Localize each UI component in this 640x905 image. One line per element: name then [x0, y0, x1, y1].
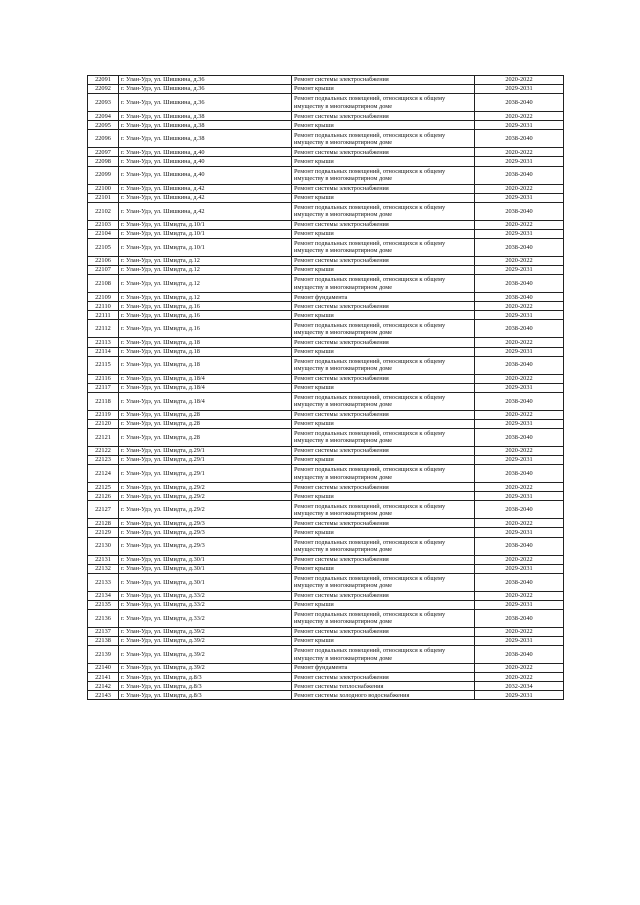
table-row	[88, 691, 564, 700]
table-row	[88, 112, 564, 121]
row-work-type-cell: Ремонт крыши	[292, 347, 475, 356]
table-row	[88, 591, 564, 600]
row-period-cell: 2020-2022	[475, 112, 564, 121]
row-work-type-cell: Ремонт подвальных помещений, относящихся к общему имуществу в многоквартирном доме	[292, 94, 475, 112]
table-row	[88, 465, 564, 483]
row-address-cell: г. Улан-Удэ, ул. Шмидта, д.10/1	[119, 238, 292, 256]
row-work-type-cell: Ремонт подвальных помещений, относящихся к общему имуществу в многоквартирном доме	[292, 166, 475, 184]
table-row	[88, 682, 564, 691]
row-address-cell: г. Улан-Удэ, ул. Шмидта, д.29/3	[119, 537, 292, 555]
table-row	[88, 646, 564, 664]
table-row	[88, 148, 564, 157]
row-address-cell: г. Улан-Удэ, ул. Шмидта, д.16	[119, 320, 292, 338]
row-work-type-cell: Ремонт крыши	[292, 492, 475, 501]
row-address-cell: г. Улан-Удэ, ул. Шмидта, д.29/2	[119, 483, 292, 492]
row-work-type-cell: Ремонт крыши	[292, 637, 475, 646]
row-work-type-cell: Ремонт подвальных помещений, относящихся к общему имуществу в многоквартирном доме	[292, 428, 475, 446]
row-address-cell: г. Улан-Удэ, ул. Шмидта, д.39/2	[119, 646, 292, 664]
row-id-cell: 22125	[88, 483, 119, 492]
row-period-cell: 2038-2040	[475, 238, 564, 256]
row-work-type-cell: Ремонт крыши	[292, 528, 475, 537]
row-work-type-cell: Ремонт подвальных помещений, относящихся к общему имуществу в многоквартирном доме	[292, 392, 475, 410]
row-work-type-cell: Ремонт подвальных помещений, относящихся к общему имуществу в многоквартирном доме	[292, 356, 475, 374]
row-address-cell: г. Улан-Удэ, ул. Шишкина, д.40	[119, 157, 292, 166]
row-work-type-cell: Ремонт крыши	[292, 85, 475, 94]
row-id-cell: 22095	[88, 121, 119, 130]
row-work-type-cell: Ремонт системы электроснабжения	[292, 302, 475, 311]
table-row	[88, 266, 564, 275]
row-work-type-cell: Ремонт системы электроснабжения	[292, 338, 475, 347]
table-row	[88, 456, 564, 465]
row-period-cell: 2038-2040	[475, 646, 564, 664]
row-id-cell: 22132	[88, 564, 119, 573]
row-work-type-cell: Ремонт системы электроснабжения	[292, 184, 475, 193]
row-work-type-cell: Ремонт системы электроснабжения	[292, 256, 475, 265]
row-address-cell: г. Улан-Удэ, ул. Шмидта, д.29/2	[119, 492, 292, 501]
table-row	[88, 94, 564, 112]
row-id-cell: 22108	[88, 275, 119, 293]
row-work-type-cell: Ремонт подвальных помещений, относящихся к общему имуществу в многоквартирном доме	[292, 537, 475, 555]
row-id-cell: 22091	[88, 76, 119, 85]
row-id-cell: 22142	[88, 682, 119, 691]
row-id-cell: 22143	[88, 691, 119, 700]
table-row	[88, 627, 564, 636]
table-row	[88, 356, 564, 374]
table-row	[88, 564, 564, 573]
row-work-type-cell: Ремонт крыши	[292, 456, 475, 465]
row-work-type-cell: Ремонт системы электроснабжения	[292, 148, 475, 157]
table-row	[88, 446, 564, 455]
row-period-cell: 2020-2022	[475, 374, 564, 383]
row-address-cell: г. Улан-Удэ, ул. Шмидта, д.18	[119, 347, 292, 356]
row-address-cell: г. Улан-Удэ, ул. Шишкина, д.42	[119, 184, 292, 193]
table-row	[88, 555, 564, 564]
table-row	[88, 573, 564, 591]
row-address-cell: г. Улан-Удэ, ул. Шмидта, д.30/1	[119, 555, 292, 564]
row-period-cell: 2029-2031	[475, 492, 564, 501]
table-row	[88, 184, 564, 193]
table-row	[88, 157, 564, 166]
row-address-cell: г. Улан-Удэ, ул. Шмидта, д.16	[119, 302, 292, 311]
row-period-cell: 2020-2022	[475, 673, 564, 682]
row-period-cell: 2029-2031	[475, 229, 564, 238]
row-address-cell: г. Улан-Удэ, ул. Шмидта, д.18	[119, 356, 292, 374]
row-address-cell: г. Улан-Удэ, ул. Шмидта, д.16	[119, 311, 292, 320]
table-row	[88, 492, 564, 501]
row-address-cell: г. Улан-Удэ, ул. Шмидта, д.28	[119, 410, 292, 419]
row-address-cell: г. Улан-Удэ, ул. Шмидта, д.33/2	[119, 591, 292, 600]
row-work-type-cell: Ремонт системы электроснабжения	[292, 519, 475, 528]
row-id-cell: 22092	[88, 85, 119, 94]
row-address-cell: г. Улан-Удэ, ул. Шмидта, д.18/4	[119, 383, 292, 392]
table-row	[88, 637, 564, 646]
row-address-cell: г. Улан-Удэ, ул. Шмидта, д.33/2	[119, 600, 292, 609]
row-work-type-cell: Ремонт крыши	[292, 193, 475, 202]
row-work-type-cell: Ремонт системы электроснабжения	[292, 673, 475, 682]
row-id-cell: 22128	[88, 519, 119, 528]
table-row	[88, 293, 564, 302]
row-work-type-cell: Ремонт подвальных помещений, относящихся к общему имуществу в многоквартирном доме	[292, 320, 475, 338]
table-row	[88, 483, 564, 492]
row-period-cell: 2038-2040	[475, 501, 564, 519]
row-period-cell: 2020-2022	[475, 483, 564, 492]
row-period-cell: 2032-2034	[475, 682, 564, 691]
row-period-cell: 2029-2031	[475, 383, 564, 392]
row-period-cell: 2038-2040	[475, 166, 564, 184]
table-row	[88, 501, 564, 519]
row-work-type-cell: Ремонт подвальных помещений, относящихся к общему имуществу в многоквартирном доме	[292, 202, 475, 220]
row-id-cell: 22117	[88, 383, 119, 392]
row-work-type-cell: Ремонт подвальных помещений, относящихся к общему имуществу в многоквартирном доме	[292, 573, 475, 591]
row-id-cell: 22130	[88, 537, 119, 555]
row-period-cell: 2038-2040	[475, 130, 564, 148]
row-address-cell: г. Улан-Удэ, ул. Шмидта, д.39/2	[119, 637, 292, 646]
table-row	[88, 220, 564, 229]
row-address-cell: г. Улан-Удэ, ул. Шишкина, д.40	[119, 148, 292, 157]
row-address-cell: г. Улан-Удэ, ул. Шмидта, д.18/4	[119, 374, 292, 383]
row-id-cell: 22131	[88, 555, 119, 564]
row-id-cell: 22139	[88, 646, 119, 664]
row-id-cell: 22141	[88, 673, 119, 682]
table-row	[88, 664, 564, 673]
table-row	[88, 528, 564, 537]
table-row	[88, 419, 564, 428]
table-row	[88, 673, 564, 682]
row-address-cell: г. Улан-Удэ, ул. Шмидта, д.29/3	[119, 528, 292, 537]
row-period-cell: 2038-2040	[475, 275, 564, 293]
row-id-cell: 22105	[88, 238, 119, 256]
table-row	[88, 347, 564, 356]
table-body	[88, 76, 564, 700]
row-work-type-cell: Ремонт фундамента	[292, 664, 475, 673]
row-period-cell: 2020-2022	[475, 555, 564, 564]
row-period-cell: 2020-2022	[475, 220, 564, 229]
row-address-cell: г. Улан-Удэ, ул. Шмидта, д.30/1	[119, 573, 292, 591]
row-id-cell: 22099	[88, 166, 119, 184]
row-id-cell: 22102	[88, 202, 119, 220]
row-address-cell: г. Улан-Удэ, ул. Шмидта, д.18	[119, 338, 292, 347]
row-period-cell: 2020-2022	[475, 591, 564, 600]
row-period-cell: 2020-2022	[475, 446, 564, 455]
row-address-cell: г. Улан-Удэ, ул. Шишкина, д.42	[119, 193, 292, 202]
table-row	[88, 275, 564, 293]
row-period-cell: 2029-2031	[475, 691, 564, 700]
row-id-cell: 22096	[88, 130, 119, 148]
row-address-cell: г. Улан-Удэ, ул. Шмидта, д.29/1	[119, 456, 292, 465]
table-row	[88, 428, 564, 446]
row-work-type-cell: Ремонт системы электроснабжения	[292, 483, 475, 492]
row-work-type-cell: Ремонт крыши	[292, 157, 475, 166]
row-address-cell: г. Улан-Удэ, ул. Шмидта, д.29/1	[119, 446, 292, 455]
row-id-cell: 22100	[88, 184, 119, 193]
row-address-cell: г. Улан-Удэ, ул. Шишкина, д.42	[119, 202, 292, 220]
row-period-cell: 2029-2031	[475, 266, 564, 275]
row-address-cell: г. Улан-Удэ, ул. Шишкина, д.36	[119, 85, 292, 94]
row-period-cell: 2020-2022	[475, 338, 564, 347]
row-id-cell: 22120	[88, 419, 119, 428]
row-work-type-cell: Ремонт фундамента	[292, 293, 475, 302]
row-address-cell: г. Улан-Удэ, ул. Шмидта, д.39/2	[119, 664, 292, 673]
row-period-cell: 2029-2031	[475, 600, 564, 609]
row-address-cell: г. Улан-Удэ, ул. Шишкина, д.36	[119, 76, 292, 85]
row-id-cell: 22116	[88, 374, 119, 383]
table-row	[88, 202, 564, 220]
row-id-cell: 22135	[88, 600, 119, 609]
row-period-cell: 2020-2022	[475, 184, 564, 193]
row-work-type-cell: Ремонт подвальных помещений, относящихся к общему имуществу в многоквартирном доме	[292, 238, 475, 256]
row-period-cell: 2020-2022	[475, 256, 564, 265]
row-id-cell: 22126	[88, 492, 119, 501]
row-period-cell: 2029-2031	[475, 637, 564, 646]
row-id-cell: 22136	[88, 609, 119, 627]
row-work-type-cell: Ремонт подвальных помещений, относящихся к общему имуществу в многоквартирном доме	[292, 609, 475, 627]
row-id-cell: 22103	[88, 220, 119, 229]
row-period-cell: 2029-2031	[475, 121, 564, 130]
table-row	[88, 338, 564, 347]
row-id-cell: 22138	[88, 637, 119, 646]
table-row	[88, 302, 564, 311]
row-work-type-cell: Ремонт подвальных помещений, относящихся к общему имуществу в многоквартирном доме	[292, 501, 475, 519]
row-address-cell: г. Улан-Удэ, ул. Шмидта, д.33/2	[119, 609, 292, 627]
row-address-cell: г. Улан-Удэ, ул. Шмидта, д.8/3	[119, 682, 292, 691]
row-id-cell: 22140	[88, 664, 119, 673]
row-period-cell: 2029-2031	[475, 157, 564, 166]
row-work-type-cell: Ремонт системы электроснабжения	[292, 627, 475, 636]
table-row	[88, 166, 564, 184]
row-address-cell: г. Улан-Удэ, ул. Шмидта, д.18/4	[119, 392, 292, 410]
row-id-cell: 22112	[88, 320, 119, 338]
row-address-cell: г. Улан-Удэ, ул. Шишкина, д.38	[119, 130, 292, 148]
row-work-type-cell: Ремонт системы электроснабжения	[292, 591, 475, 600]
row-id-cell: 22127	[88, 501, 119, 519]
row-id-cell: 22119	[88, 410, 119, 419]
row-period-cell: 2038-2040	[475, 94, 564, 112]
row-id-cell: 22124	[88, 465, 119, 483]
table-row	[88, 519, 564, 528]
row-period-cell: 2020-2022	[475, 302, 564, 311]
table-row	[88, 410, 564, 419]
row-id-cell: 22121	[88, 428, 119, 446]
table-row	[88, 76, 564, 85]
table-row	[88, 320, 564, 338]
row-work-type-cell: Ремонт крыши	[292, 229, 475, 238]
row-period-cell: 2029-2031	[475, 193, 564, 202]
row-id-cell: 22101	[88, 193, 119, 202]
row-address-cell: г. Улан-Удэ, ул. Шмидта, д.39/2	[119, 627, 292, 636]
row-work-type-cell: Ремонт крыши	[292, 600, 475, 609]
table-row	[88, 374, 564, 383]
row-work-type-cell: Ремонт системы электроснабжения	[292, 220, 475, 229]
table-row	[88, 238, 564, 256]
row-period-cell: 2038-2040	[475, 202, 564, 220]
row-id-cell: 22137	[88, 627, 119, 636]
row-period-cell: 2029-2031	[475, 456, 564, 465]
row-id-cell: 22107	[88, 266, 119, 275]
row-address-cell: г. Улан-Удэ, ул. Шмидта, д.10/1	[119, 220, 292, 229]
table-row	[88, 121, 564, 130]
row-work-type-cell: Ремонт крыши	[292, 419, 475, 428]
row-work-type-cell: Ремонт системы электроснабжения	[292, 112, 475, 121]
row-id-cell: 22098	[88, 157, 119, 166]
row-address-cell: г. Улан-Удэ, ул. Шмидта, д.30/1	[119, 564, 292, 573]
row-work-type-cell: Ремонт крыши	[292, 564, 475, 573]
row-work-type-cell: Ремонт системы теплоснабжения	[292, 682, 475, 691]
row-period-cell: 2020-2022	[475, 410, 564, 419]
row-period-cell: 2029-2031	[475, 85, 564, 94]
row-work-type-cell: Ремонт крыши	[292, 383, 475, 392]
row-work-type-cell: Ремонт системы электроснабжения	[292, 76, 475, 85]
row-id-cell: 22114	[88, 347, 119, 356]
row-address-cell: г. Улан-Удэ, ул. Шмидта, д.12	[119, 275, 292, 293]
row-work-type-cell: Ремонт подвальных помещений, относящихся к общему имуществу в многоквартирном доме	[292, 646, 475, 664]
table-row	[88, 256, 564, 265]
row-work-type-cell: Ремонт системы электроснабжения	[292, 555, 475, 564]
row-period-cell: 2029-2031	[475, 564, 564, 573]
row-id-cell: 22123	[88, 456, 119, 465]
row-work-type-cell: Ремонт системы холодного водоснабжения	[292, 691, 475, 700]
row-id-cell: 22110	[88, 302, 119, 311]
row-id-cell: 22111	[88, 311, 119, 320]
row-address-cell: г. Улан-Удэ, ул. Шмидта, д.8/3	[119, 691, 292, 700]
row-period-cell: 2038-2040	[475, 293, 564, 302]
row-address-cell: г. Улан-Удэ, ул. Шмидта, д.8/3	[119, 673, 292, 682]
table-row	[88, 130, 564, 148]
row-address-cell: г. Улан-Удэ, ул. Шишкина, д.36	[119, 94, 292, 112]
row-id-cell: 22129	[88, 528, 119, 537]
row-period-cell: 2038-2040	[475, 537, 564, 555]
row-id-cell: 22106	[88, 256, 119, 265]
repair-schedule-table	[87, 75, 564, 700]
row-address-cell: г. Улан-Удэ, ул. Шишкина, д.40	[119, 166, 292, 184]
row-id-cell: 22109	[88, 293, 119, 302]
row-period-cell: 2029-2031	[475, 347, 564, 356]
row-period-cell: 2029-2031	[475, 311, 564, 320]
row-work-type-cell: Ремонт крыши	[292, 266, 475, 275]
row-id-cell: 22133	[88, 573, 119, 591]
row-id-cell: 22093	[88, 94, 119, 112]
row-address-cell: г. Улан-Удэ, ул. Шмидта, д.12	[119, 256, 292, 265]
row-id-cell: 22097	[88, 148, 119, 157]
table-row	[88, 383, 564, 392]
row-period-cell: 2020-2022	[475, 664, 564, 673]
row-work-type-cell: Ремонт системы электроснабжения	[292, 446, 475, 455]
document-page	[87, 75, 551, 700]
row-address-cell: г. Улан-Удэ, ул. Шмидта, д.12	[119, 293, 292, 302]
row-id-cell: 22122	[88, 446, 119, 455]
row-id-cell: 22115	[88, 356, 119, 374]
row-period-cell: 2020-2022	[475, 76, 564, 85]
row-address-cell: г. Улан-Удэ, ул. Шмидта, д.29/3	[119, 519, 292, 528]
table-row	[88, 229, 564, 238]
table-row	[88, 85, 564, 94]
row-address-cell: г. Улан-Удэ, ул. Шишкина, д.38	[119, 112, 292, 121]
table-row	[88, 392, 564, 410]
table-row	[88, 609, 564, 627]
row-period-cell: 2038-2040	[475, 320, 564, 338]
row-period-cell: 2038-2040	[475, 465, 564, 483]
row-address-cell: г. Улан-Удэ, ул. Шмидта, д.28	[119, 419, 292, 428]
row-work-type-cell: Ремонт системы электроснабжения	[292, 374, 475, 383]
row-work-type-cell: Ремонт подвальных помещений, относящихся к общему имуществу в многоквартирном доме	[292, 465, 475, 483]
row-address-cell: г. Улан-Удэ, ул. Шмидта, д.28	[119, 428, 292, 446]
row-address-cell: г. Улан-Удэ, ул. Шишкина, д.38	[119, 121, 292, 130]
row-id-cell: 22113	[88, 338, 119, 347]
row-period-cell: 2020-2022	[475, 627, 564, 636]
row-period-cell: 2038-2040	[475, 428, 564, 446]
row-work-type-cell: Ремонт крыши	[292, 121, 475, 130]
table-row	[88, 193, 564, 202]
table-row	[88, 311, 564, 320]
row-address-cell: г. Улан-Удэ, ул. Шмидта, д.29/1	[119, 465, 292, 483]
row-period-cell: 2038-2040	[475, 392, 564, 410]
row-work-type-cell: Ремонт подвальных помещений, относящихся к общему имуществу в многоквартирном доме	[292, 130, 475, 148]
row-period-cell: 2020-2022	[475, 519, 564, 528]
row-id-cell: 22118	[88, 392, 119, 410]
row-address-cell: г. Улан-Удэ, ул. Шмидта, д.10/1	[119, 229, 292, 238]
table-row	[88, 537, 564, 555]
row-period-cell: 2038-2040	[475, 573, 564, 591]
row-period-cell: 2029-2031	[475, 419, 564, 428]
row-work-type-cell: Ремонт крыши	[292, 311, 475, 320]
row-period-cell: 2020-2022	[475, 148, 564, 157]
row-period-cell: 2029-2031	[475, 528, 564, 537]
row-work-type-cell: Ремонт подвальных помещений, относящихся к общему имуществу в многоквартирном доме	[292, 275, 475, 293]
row-address-cell: г. Улан-Удэ, ул. Шмидта, д.29/2	[119, 501, 292, 519]
row-id-cell: 22094	[88, 112, 119, 121]
row-work-type-cell: Ремонт системы электроснабжения	[292, 410, 475, 419]
row-period-cell: 2038-2040	[475, 609, 564, 627]
row-id-cell: 22134	[88, 591, 119, 600]
row-id-cell: 22104	[88, 229, 119, 238]
row-period-cell: 2038-2040	[475, 356, 564, 374]
row-address-cell: г. Улан-Удэ, ул. Шмидта, д.12	[119, 266, 292, 275]
table-row	[88, 600, 564, 609]
